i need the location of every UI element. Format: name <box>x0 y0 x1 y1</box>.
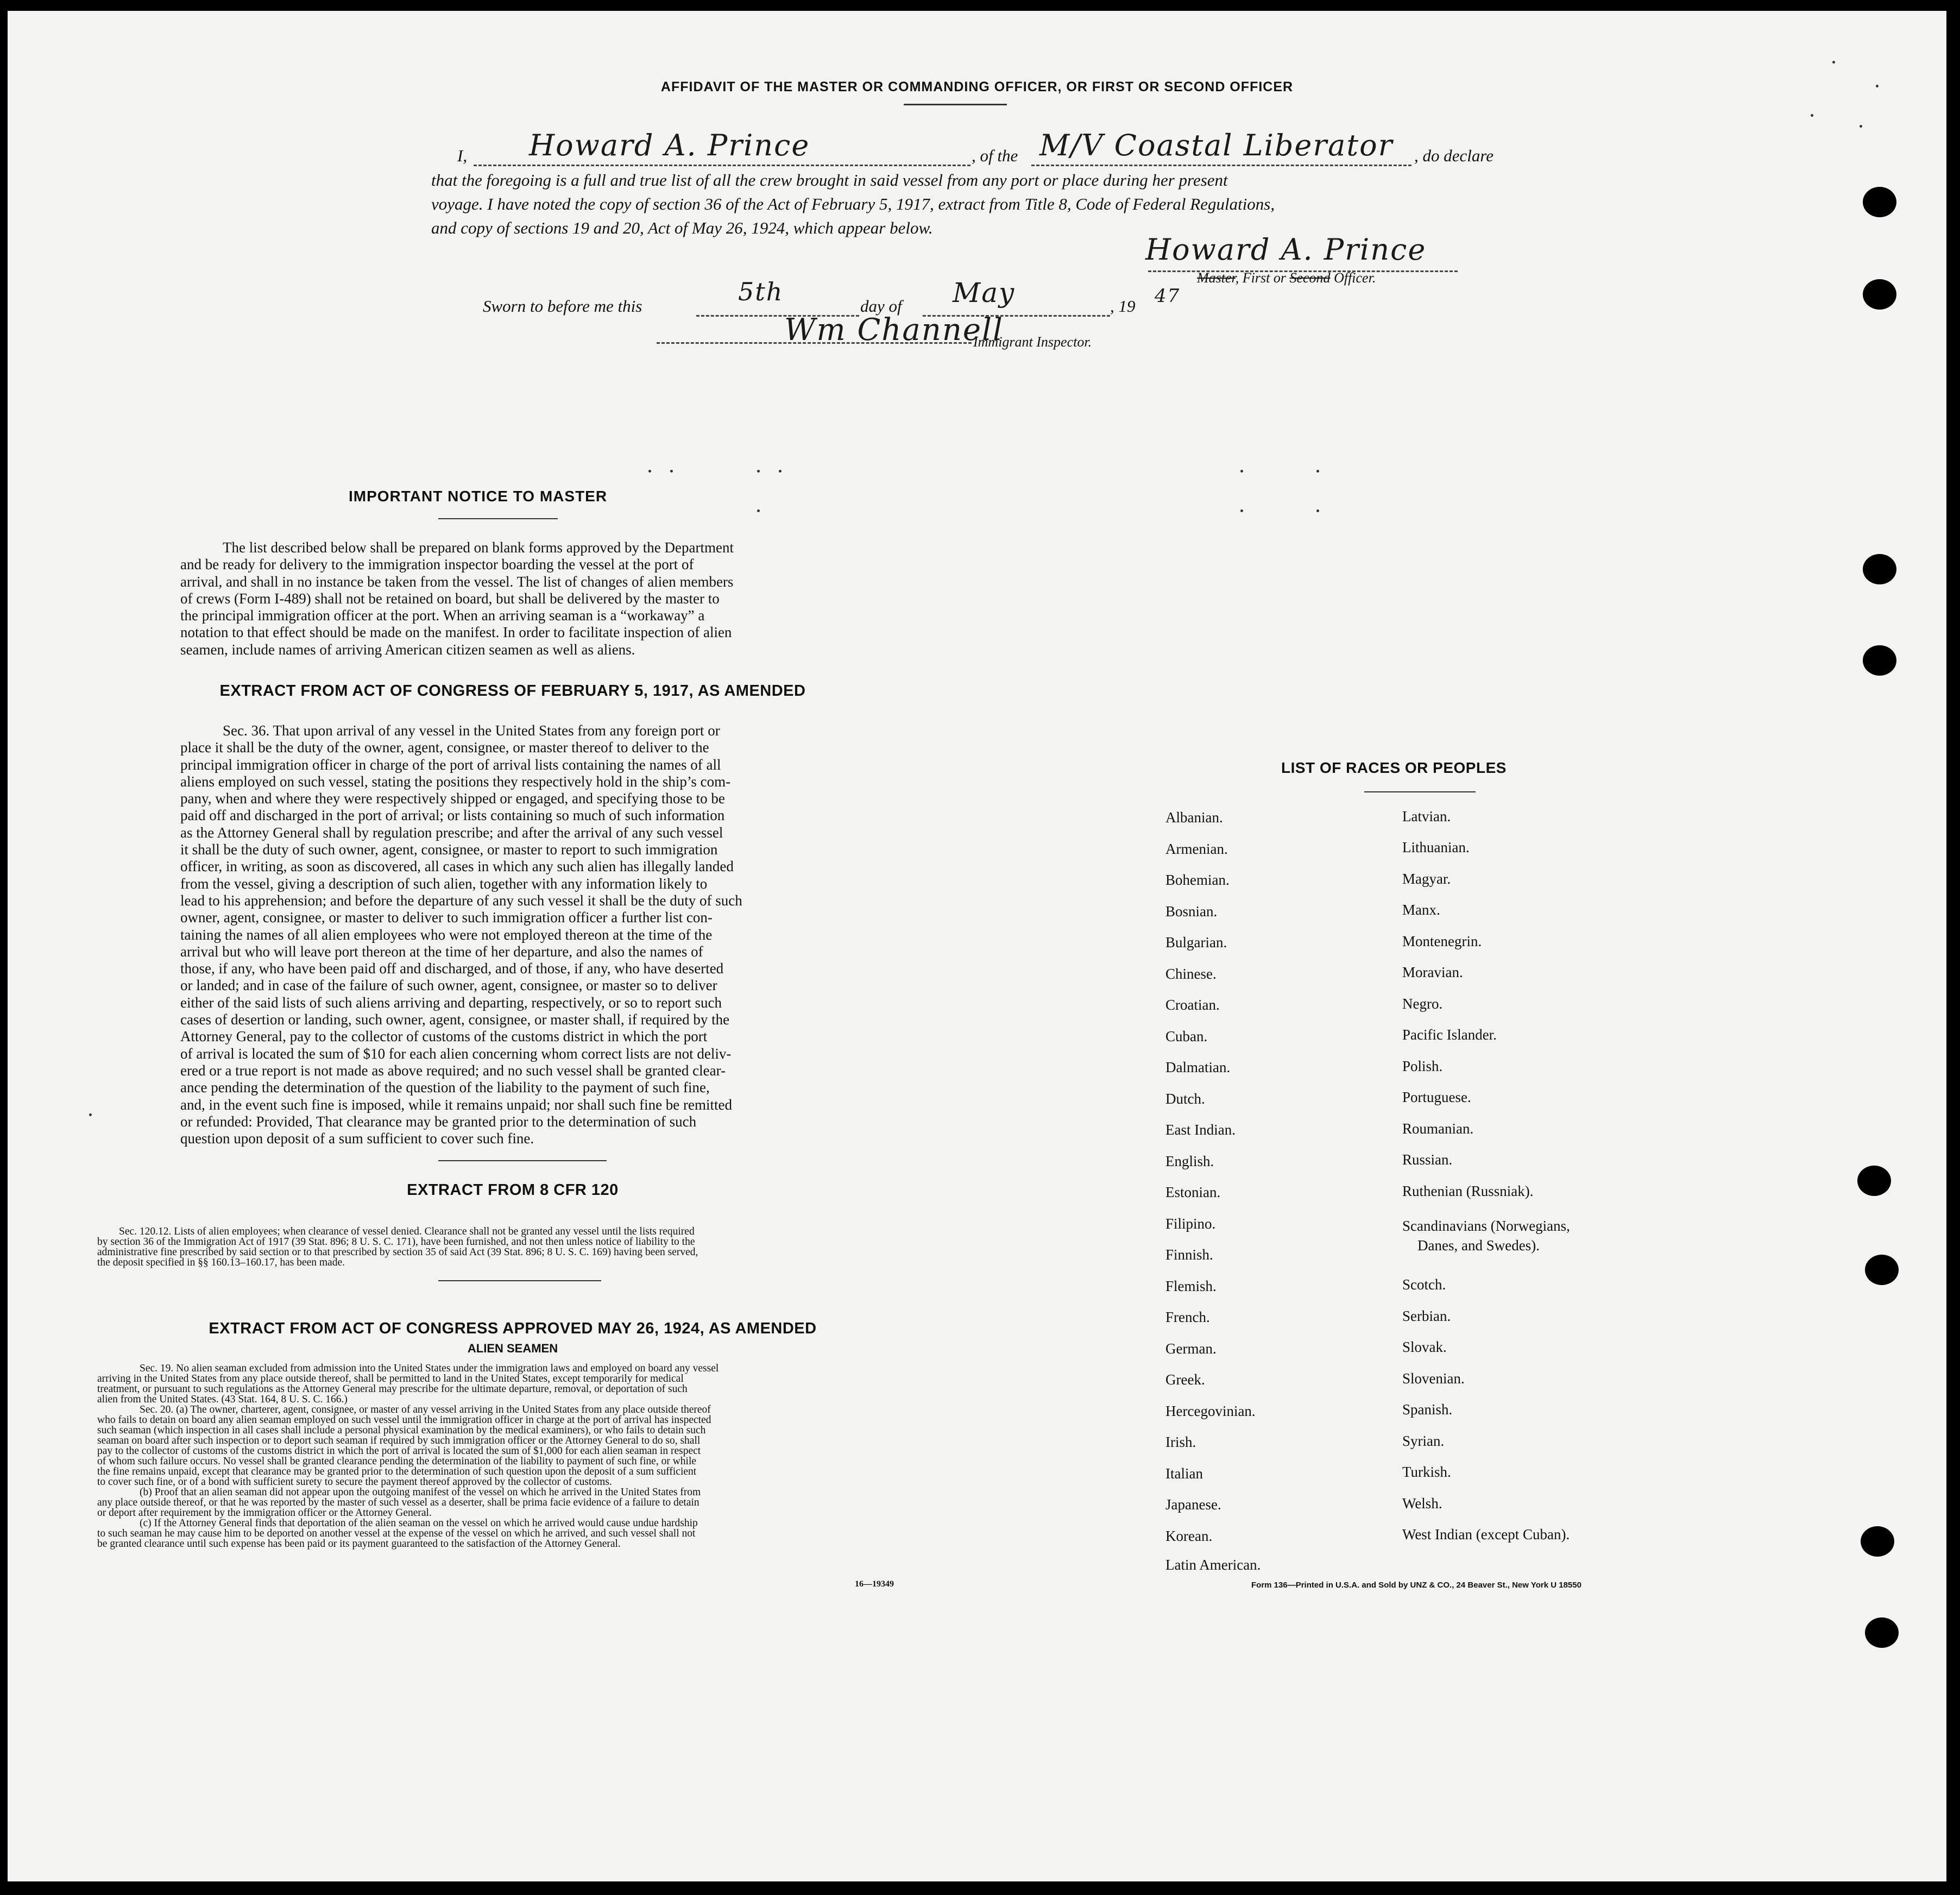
race-item: East Indian. <box>1165 1122 1236 1138</box>
notice-line: arrival, and shall in no instance be taken from the vessel. The list of changes of alien members <box>180 573 734 590</box>
race-item: Russian. <box>1402 1151 1453 1168</box>
extract-cfr-heading: EXTRACT FROM 8 CFR 120 <box>407 1181 619 1199</box>
officer-signature: Howard A. Prince <box>1145 232 1427 267</box>
extract-1924-line: the fine remains unpaid, except that clearance may be granted prior to the determination of such question upon the deposit of a sum sufficient <box>97 1466 697 1477</box>
extract-1924-line: treatment, or pursuant to such regulations as the Attorney General may prescribe for the ultimate departure, removal, or deportation of such <box>97 1383 688 1395</box>
sworn-day-handwritten: 5th <box>738 277 784 306</box>
race-item: Portuguese. <box>1402 1089 1471 1105</box>
extract-cfr-body <box>97 1226 906 1268</box>
punch-hole <box>1865 1617 1899 1648</box>
race-item: English. <box>1165 1153 1214 1169</box>
stray-mark <box>1860 125 1862 128</box>
stray-mark <box>1240 509 1243 512</box>
race-item: Armenian. <box>1165 841 1228 857</box>
race-item: Irish. <box>1165 1434 1196 1450</box>
struck-master: Master <box>1197 270 1236 286</box>
officer-title <box>1197 266 1376 290</box>
affidavit-title: AFFIDAVIT OF THE MASTER OR COMMANDING OFFICER, OR FIRST OR SECOND OFFICER <box>660 79 1294 95</box>
inspector-line <box>657 342 972 344</box>
stray-mark <box>1876 85 1879 87</box>
race-item: West Indian (except Cuban). <box>1402 1526 1570 1543</box>
extract-1917-heading: EXTRACT FROM ACT OF CONGRESS OF FEBRUARY 5, 1917, AS AMENDED <box>219 682 806 700</box>
race-item: Latvian. <box>1402 808 1451 824</box>
form-printer-note: Form 136—Printed in U.S.A. and Sold by UNZ & CO., 24 Beaver St., New York U 18550 <box>1251 1581 1581 1590</box>
punch-hole <box>1857 1166 1891 1196</box>
extract-cfr-line: by section 36 of the Immigration Act of 1917 (39 Stat. 896; 8 U. S. C. 171), have been furnished, and not then unless notice of liability to the <box>97 1236 695 1248</box>
notice-line: and be ready for delivery to the immigration inspector boarding the vessel at the port of <box>180 556 694 573</box>
stray-mark <box>1316 509 1319 512</box>
inspector-label: Immigrant Inspector. <box>973 334 1092 350</box>
races-rule <box>1364 791 1476 792</box>
stray-mark <box>1316 470 1319 473</box>
affidavit-page <box>8 11 1946 1881</box>
extract-1917-line: principal immigration officer in charge of the port of arrival lists containing the names of all <box>180 756 721 773</box>
race-item: Chinese. <box>1165 966 1217 982</box>
race-item: Scandinavians (Norwegians, <box>1402 1218 1570 1234</box>
extract-cfr-line: the deposit specified in §§ 160.13–160.17, has been made. <box>97 1257 345 1268</box>
year-prefix: , 19 <box>1110 297 1136 316</box>
race-item: Polish. <box>1402 1058 1443 1074</box>
extract-1917-line: Attorney General, pay to the collector of customs of the customs district in which the port <box>180 1028 708 1045</box>
extract-1924-line: Sec. 19. No alien seaman excluded from admission into the United States under the immigration laws and employed on board any vessel <box>140 1363 719 1374</box>
extract-1917-line: those, if any, who have been paid off and discharged, and of those, if any, who have deserted <box>180 960 724 977</box>
extract-1924-line: Sec. 20. (a) The owner, charterer, agent, consignee, or master of any vessel arriving in the United States from any place outside thereof <box>140 1404 711 1415</box>
name-line <box>474 165 970 166</box>
extract-1917-line: aliens employed on such vessel, stating the positions they respectively hold in the ship’s com- <box>180 773 731 790</box>
of-the-text: , of the <box>972 146 1018 165</box>
vessel-line <box>1031 165 1411 166</box>
extract-1924-code: 16—19349 <box>855 1579 894 1589</box>
extract-1924-line: alien from the United States. (43 Stat. 164, 8 U. S. C. 166.) <box>97 1394 348 1405</box>
race-item: Montenegrin. <box>1402 933 1482 949</box>
race-item: Japanese. <box>1165 1496 1221 1513</box>
punch-hole <box>1865 1255 1899 1285</box>
inspector-signature: Wm Channell <box>784 312 1004 348</box>
officer-name-handwritten: Howard A. Prince <box>529 128 810 162</box>
race-item: Estonian. <box>1165 1184 1221 1200</box>
race-item: Slovenian. <box>1402 1370 1465 1387</box>
race-item: Scotch. <box>1402 1276 1446 1293</box>
race-item: Pacific Islander. <box>1402 1027 1497 1043</box>
extract-1917-line: and, in the event such fine is imposed, while it remains unpaid; nor shall such fine be remitted <box>180 1096 733 1113</box>
title-rule <box>904 104 1007 105</box>
race-item: Serbian. <box>1402 1308 1451 1324</box>
race-item: Syrian. <box>1402 1433 1445 1449</box>
extract-1924-line: any place outside thereof, or that he was reported by the master of such vessel as a deserter, shall be prima facie evidence of a failure to detain <box>97 1497 699 1508</box>
extract-1917-line: place it shall be the duty of the owner, agent, consignee, or master thereof to deliver to the <box>180 739 709 756</box>
race-item: German. <box>1165 1340 1217 1357</box>
day-of-text: day of <box>860 297 902 316</box>
extract-1924-line: to cover such fine, or of a bond with sufficient surety to secure the payment thereof approved by the collector of customs. <box>97 1476 612 1488</box>
punch-hole <box>1863 279 1896 310</box>
extract-1917-line: as the Attorney General shall by regulation prescribe; and after the arrival of any such vessel <box>180 824 723 841</box>
race-item: Welsh. <box>1402 1495 1442 1512</box>
notice-line: seamen, include names of arriving American citizen seamen as well as aliens. <box>180 641 635 658</box>
extract-1917-line: pany, when and where they were respectively shipped or engaged, and specifying those to be <box>180 790 725 807</box>
race-item: Moravian. <box>1402 964 1463 980</box>
vessel-name-handwritten: M/V Coastal Liberator <box>1039 128 1394 162</box>
extract-1917-line: officer, in writing, as soon as discovered, all cases in which any such alien has illegally landed <box>180 858 734 875</box>
race-item: Filipino. <box>1165 1216 1216 1232</box>
stray-mark <box>1832 61 1835 64</box>
notice-line: notation to that effect should be made on the manifest. In order to facilitate inspection of alien <box>180 624 732 641</box>
race-item: Manx. <box>1402 902 1440 918</box>
extract-cfr-line: administrative fine prescribed by said section or to that prescribed by section 35 of said Act (39 Stat. 896; 8 U. S. C. 169) having been served, <box>97 1246 698 1258</box>
extract-1917-line: lead to his apprehension; and before the departure of any such vessel it shall be the duty of such <box>180 892 742 909</box>
extract-1917-line: it shall be the duty of such owner, agent, consignee, or master to report to such immigration <box>180 841 718 858</box>
declaration-line-4: and copy of sections 19 and 20, Act of May 26, 1924, which appear below. <box>431 218 933 237</box>
extract-1917-line: from the vessel, giving a description of such alien, together with any information likely to <box>180 875 708 892</box>
stray-mark <box>757 509 760 512</box>
stray-mark <box>1240 470 1243 473</box>
race-item: Ruthenian (Russniak). <box>1402 1183 1534 1199</box>
punch-hole <box>1863 187 1896 217</box>
extract-1917-line: owner, agent, consignee, or master to deliver to such immigration officer a further list con- <box>180 909 713 926</box>
extract-1924-line: be granted clearance until such expense has been paid or its payment guaranteed to the satisfaction of the Attorney General. <box>97 1538 621 1550</box>
race-item: Negro. <box>1402 996 1443 1012</box>
extract-1924-line: to such seaman he may cause him to be deported on another vessel at the expense of the vessel on which he arrived, and such vessel shall not <box>97 1528 696 1539</box>
extract-1917-rule <box>438 1160 607 1161</box>
extract-1917-line: either of the said lists of such aliens arriving and departing, respectively, or so to report such <box>180 994 722 1011</box>
sworn-year-handwritten: 47 <box>1155 285 1181 307</box>
declaration-prefix: I, <box>457 146 468 165</box>
race-item: Italian <box>1165 1465 1203 1482</box>
notice-rule <box>438 518 558 519</box>
extract-1924-line: or deport after requirement by the immigration officer or the Attorney General. <box>97 1507 432 1519</box>
race-item: Finnish. <box>1165 1246 1213 1263</box>
do-declare-text: , do declare <box>1414 146 1494 165</box>
race-item: Latin American. <box>1165 1557 1261 1573</box>
race-item: Bohemian. <box>1165 872 1230 888</box>
extract-1917-line: cases of desertion or landing, such owner, agent, consignee, or master shall, if required by the <box>180 1011 730 1028</box>
race-item: Bulgarian. <box>1165 934 1227 950</box>
extract-1924-heading: EXTRACT FROM ACT OF CONGRESS APPROVED MAY 26, 1924, AS AMENDED <box>209 1320 817 1337</box>
race-item: Bosnian. <box>1165 903 1218 920</box>
declaration-line-2: that the foregoing is a full and true list of all the crew brought in said vessel from any port or place during her present <box>431 171 1228 190</box>
notice-line: of crews (Form I-489) shall not be retained on board, but shall be delivered by the master to <box>180 590 720 607</box>
declaration-line-3: voyage. I have noted the copy of section 36 of the Act of February 5, 1917, extract from Title 8, Code of Federal Regulations, <box>431 194 1275 213</box>
extract-1917-line: ered or a true report is not made as above required; and no such vessel shall be granted clear- <box>180 1062 726 1079</box>
extract-1917-line: taining the names of all alien employees who were not employed thereon at the time of the <box>180 926 713 943</box>
race-item: Cuban. <box>1165 1028 1208 1044</box>
race-item: Greek. <box>1165 1371 1205 1388</box>
extract-1924-line: (c) If the Attorney General finds that deportation of the alien seaman on the vessel on which he arrived would cause undue hardship <box>140 1518 698 1529</box>
extract-1917-line: ance pending the determination of the question of the liability to the payment of such fine, <box>180 1079 710 1096</box>
extract-1924-line: of whom such failure occurs. No vessel shall be granted clearance pending the determination of the liability to payment of such fine, or while <box>97 1456 697 1467</box>
extract-1917-line: question upon deposit of a sum sufficient to cover such fine. <box>180 1130 534 1147</box>
race-item: Croatian. <box>1165 997 1220 1013</box>
extract-1917-line: or refunded: Provided, That clearance may be granted prior to the determination of such <box>180 1113 697 1130</box>
notice-line: the principal immigration officer at the port. When an arriving seaman is a “workaway” a <box>180 607 705 624</box>
extract-1924-line: (b) Proof that an alien seaman did not appear upon the outgoing manifest of the vessel on which he arrived in the United States from <box>140 1487 701 1498</box>
race-item: Dutch. <box>1165 1091 1205 1107</box>
sworn-month-handwritten: May <box>953 277 1016 309</box>
punch-hole <box>1863 645 1896 676</box>
notice-body <box>180 539 827 658</box>
race-item: Korean. <box>1165 1528 1213 1544</box>
notice-heading: IMPORTANT NOTICE TO MASTER <box>349 488 608 505</box>
extract-1917-line: arrival but who will leave port thereon at the time of her departure, and also the names of <box>180 943 703 960</box>
struck-second: Second <box>1289 270 1331 286</box>
stray-mark <box>89 1113 92 1116</box>
sworn-prefix: Sworn to before me this <box>483 297 642 316</box>
race-item: Dalmatian. <box>1165 1059 1231 1075</box>
stray-mark <box>757 470 760 473</box>
race-item: Hercegovinian. <box>1165 1403 1256 1419</box>
extract-1924-line: pay to the collector of customs of the customs district in which the port of arrival is located the sum of $1,000 for each alien seaman in respect <box>97 1445 701 1457</box>
extract-1924-line: such seaman (which inspection in all cases shall include a personal physical examination by the medical examiners), or who fails to detain such <box>97 1425 706 1436</box>
race-item: Roumanian. <box>1402 1120 1474 1137</box>
notice-line: The list described below shall be prepared on blank forms approved by the Department <box>223 539 734 556</box>
punch-hole <box>1863 554 1896 584</box>
extract-1924-line: arriving in the United States from any place outside thereof, shall be permitted to land in the United States, except temporarily for medical <box>97 1373 684 1384</box>
extract-cfr-line: Sec. 120.12. Lists of alien employees; when clearance of vessel denied. Clearance shall not be granted any vessel until the lists required <box>119 1226 695 1237</box>
race-item: Spanish. <box>1402 1401 1453 1418</box>
races-heading: LIST OF RACES OR PEOPLES <box>1281 759 1507 776</box>
race-item: Magyar. <box>1402 871 1451 887</box>
extract-1924-line: seaman on board after such inspection or to deport such seaman if required by such immigration officer or the Attorney General to do so, shall <box>97 1435 701 1446</box>
race-item: Albanian. <box>1165 809 1223 826</box>
extract-cfr-rule <box>438 1280 601 1281</box>
extract-1924-subheading: ALIEN SEAMEN <box>467 1342 558 1355</box>
race-item: Turkish. <box>1402 1464 1451 1480</box>
officer-title-end: Officer. <box>1330 270 1376 286</box>
extract-1917-line: Sec. 36. That upon arrival of any vessel in the United States from any foreign port or <box>223 722 720 739</box>
stray-mark <box>648 470 651 473</box>
extract-1917-line: or landed; and in case of the failure of such owner, agent, consignee, or master so to deliver <box>180 977 717 994</box>
extract-1917-line: paid off and discharged in the port of arrival; or lists containing so much of such information <box>180 807 725 824</box>
stray-mark <box>779 470 782 473</box>
extract-1924-body <box>97 1363 906 1549</box>
officer-title-mid: , First or <box>1235 270 1290 286</box>
race-item: Flemish. <box>1165 1278 1217 1294</box>
race-item: Slovak. <box>1402 1339 1447 1355</box>
stray-mark <box>670 470 673 473</box>
punch-hole <box>1861 1526 1894 1557</box>
race-item: French. <box>1165 1309 1210 1325</box>
extract-1924-line: who fails to detain on board any alien seaman employed on such vessel until the immigration officer in charge at the port of arrival has inspected <box>97 1414 711 1426</box>
race-item: Lithuanian. <box>1402 839 1470 855</box>
stray-mark <box>1811 114 1813 117</box>
extract-1917-body <box>180 722 827 1147</box>
extract-1917-line: of arrival is located the sum of $10 for each alien concerning whom correct lists are not deliv- <box>180 1045 732 1062</box>
race-item: Danes, and Swedes). <box>1417 1237 1540 1254</box>
